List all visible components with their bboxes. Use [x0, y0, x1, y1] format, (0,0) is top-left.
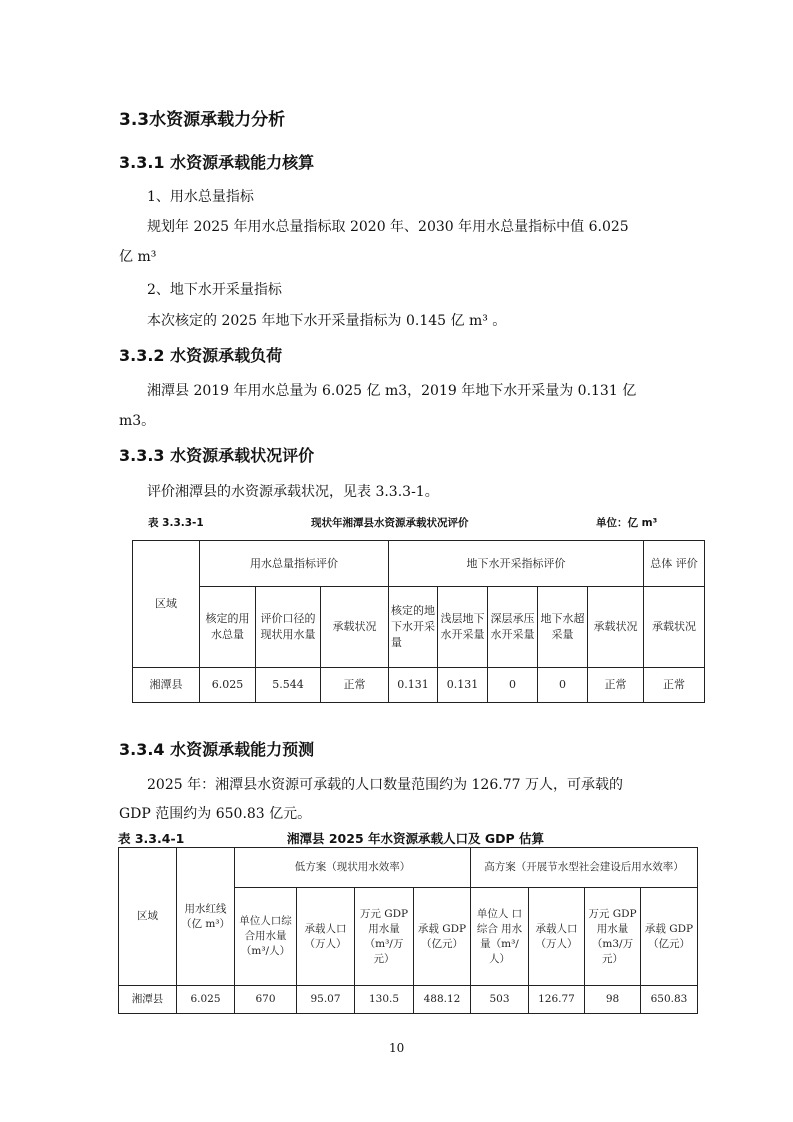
- header-group-overall: 总体 评价: [644, 541, 705, 587]
- table-row: [133, 668, 705, 703]
- table-number: 表 3.3.3-1: [148, 517, 204, 529]
- column-header: 深层承压水开采量: [488, 587, 538, 668]
- header-redline: 用水红线（亿 m³）: [177, 848, 235, 986]
- column-header: 浅层地下水开采量: [438, 587, 488, 668]
- header-group-groundwater: 地下水开采指标评价: [389, 541, 644, 587]
- header-group-water-total: 用水总量指标评价: [200, 541, 389, 587]
- table-cell: 6.025: [200, 668, 256, 703]
- table-cell: 503: [471, 986, 529, 1014]
- header-region: 区域: [119, 848, 177, 986]
- header-region: 区域: [133, 541, 200, 668]
- cell-region: 湘潭县: [119, 986, 177, 1014]
- table-caption: 现状年湘潭县水资源承载状况评价: [311, 517, 469, 529]
- column-header: 承载人口（万人）: [297, 888, 355, 986]
- list-item-water-total: 1、用水总量指标: [147, 189, 254, 205]
- column-header: 承载人口（万人）: [529, 888, 585, 986]
- subsection-heading-3-3-3: 3.3.3 水资源承载状况评价: [119, 446, 315, 465]
- table-cell: 95.07: [297, 986, 355, 1014]
- table-cell: 126.77: [529, 986, 585, 1014]
- paragraph-line: 2025 年：湘潭县水资源可承载的人口数量范围约为 126.77 万人，可承载的: [147, 777, 623, 793]
- header-group-high: 高方案（开展节水型社会建设后用水效率）: [471, 848, 698, 888]
- population-gdp-table: [118, 847, 698, 1014]
- table-cell: 0.131: [389, 668, 438, 703]
- subsection-heading-3-3-2: 3.3.2 水资源承载负荷: [119, 346, 283, 365]
- table-cell: 670: [235, 986, 297, 1014]
- column-header: 万元 GDP 用水量（m³/万元）: [355, 888, 414, 986]
- subsection-heading-3-3-1: 3.3.1 水资源承载能力核算: [119, 153, 315, 172]
- table-cell: 6.025: [177, 986, 235, 1014]
- paragraph-line: 亿 m³: [119, 249, 157, 265]
- column-header: 评价口径的现状用水量: [256, 587, 321, 668]
- column-header: 承载状况: [321, 587, 389, 668]
- table-cell: 正常: [588, 668, 644, 703]
- table-number: 表 3.3.4-1: [118, 831, 185, 846]
- page-number: 10: [389, 1041, 405, 1055]
- column-header: 承载 GDP（亿元）: [641, 888, 698, 986]
- list-item-groundwater: 2、地下水开采量指标: [147, 282, 282, 298]
- paragraph-line: 规划年 2025 年用水总量指标取 2020 年、2030 年用水总量指标中值 6.025: [147, 219, 629, 235]
- column-header: 承载 GDP（亿元）: [414, 888, 471, 986]
- table-cell: 98: [585, 986, 641, 1014]
- cell-region: 湘潭县: [133, 668, 200, 703]
- carrying-status-table: [132, 540, 705, 703]
- table-cell: 0.131: [438, 668, 488, 703]
- column-header: 承载状况: [644, 587, 705, 668]
- header-group-low: 低方案（现状用水效率）: [235, 848, 471, 888]
- table-cell: 0: [488, 668, 538, 703]
- table-cell: 正常: [321, 668, 389, 703]
- table-cell: 130.5: [355, 986, 414, 1014]
- column-header: 核定的用水总量: [200, 587, 256, 668]
- subsection-heading-3-3-4: 3.3.4 水资源承载能力预测: [119, 740, 315, 759]
- column-header: 万元 GDP 用水量（m3/万元）: [585, 888, 641, 986]
- section-heading: 3.3水资源承载力分析: [119, 110, 286, 130]
- table-cell: 5.544: [256, 668, 321, 703]
- table-cell: 488.12: [414, 986, 471, 1014]
- paragraph-line: m3。: [119, 413, 156, 429]
- table-cell: 0: [538, 668, 588, 703]
- column-header: 单位人口综合用水量（m³/人）: [235, 888, 297, 986]
- paragraph-line: 评价湘潭县的水资源承载状况，见表 3.3.3-1。: [147, 484, 439, 500]
- column-header: 地下水超采量: [538, 587, 588, 668]
- table-cell: 正常: [644, 668, 705, 703]
- paragraph-line: 本次核定的 2025 年地下水开采量指标为 0.145 亿 m³ 。: [147, 313, 507, 329]
- table-cell: 650.83: [641, 986, 698, 1014]
- table-caption: 湘潭县 2025 年水资源承载人口及 GDP 估算: [287, 831, 544, 846]
- column-header: 核定的地下水开采量: [389, 587, 438, 668]
- paragraph-line: GDP 范围约为 650.83 亿元。: [119, 806, 312, 822]
- column-header: 承载状况: [588, 587, 644, 668]
- column-header: 单位人 口综合 用水量（m³/人）: [471, 888, 529, 986]
- table-unit: 单位：亿 m³: [596, 517, 658, 529]
- paragraph-line: 湘潭县 2019 年用水总量为 6.025 亿 m3，2019 年地下水开采量为 0.131 亿: [147, 383, 637, 399]
- table-row: [119, 986, 698, 1014]
